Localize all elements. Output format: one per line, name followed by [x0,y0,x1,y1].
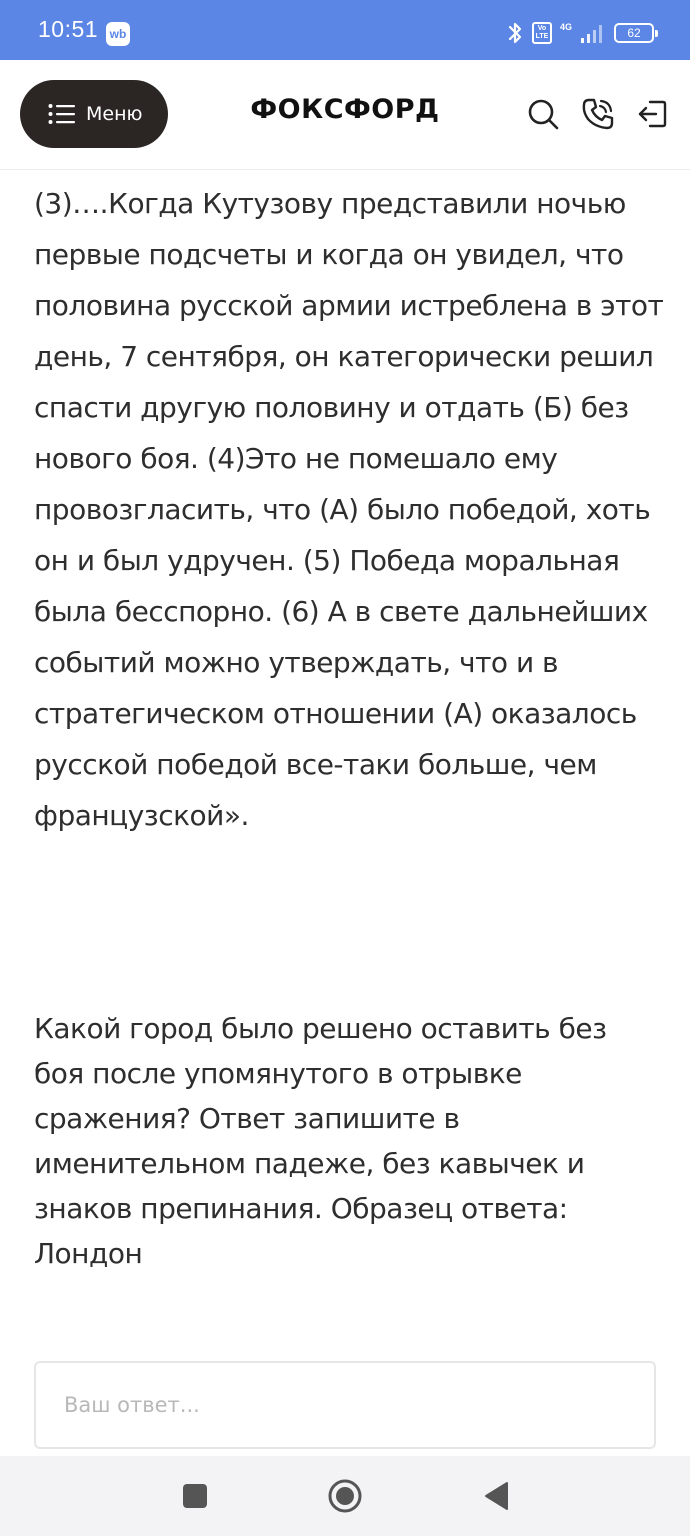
status-time: 10:51 [38,16,99,42]
back-icon[interactable] [478,1476,518,1516]
phone-icon[interactable] [581,97,615,131]
app-header [0,60,690,170]
status-bar [0,0,690,60]
status-indicators [506,18,654,48]
foxford-logo[interactable]: ФОКСФОРД [250,94,440,125]
passage [34,178,664,841]
menu-label: Меню [86,103,143,125]
recent-apps-icon[interactable] [175,1476,215,1516]
login-icon[interactable] [636,97,670,131]
system-nav-bar [0,1456,690,1536]
bluetooth-icon [506,21,524,45]
search-icon[interactable] [526,97,560,131]
passage-text: (3)….Когда Кутузову представили ночью первые подсчеты и когда он увидел, что половина русской армии истреблена в этот день, 7 сентября, он категорически решил спасти другую половину и отдать (Б) без нового боя. (4)Это не помешало ему провозгласить, что (А) было победой, хоть он и был удручен. (5) Победа моральная была бесспорно. (6) А в свете дальнейших событий можно утверждать, что и в стратегическом отношении (А) оказалось русской победой все-таки больше, чем французской». [34,187,664,832]
wb-app-icon: wb [106,22,130,46]
signal-icon [580,22,606,44]
volte-icon: Vo LTE [532,22,552,44]
question-text: Какой город было решено оставить без боя после упомянутого в отрывке сражения? Ответ запишите в именительном падеже, без кавычек и знаков препинания. Образец ответа: Лондон [34,1012,607,1270]
battery-icon: 62 [614,23,654,43]
network-type: 4G [559,22,572,32]
home-icon[interactable] [325,1476,365,1516]
answer-input[interactable] [34,1361,656,1449]
